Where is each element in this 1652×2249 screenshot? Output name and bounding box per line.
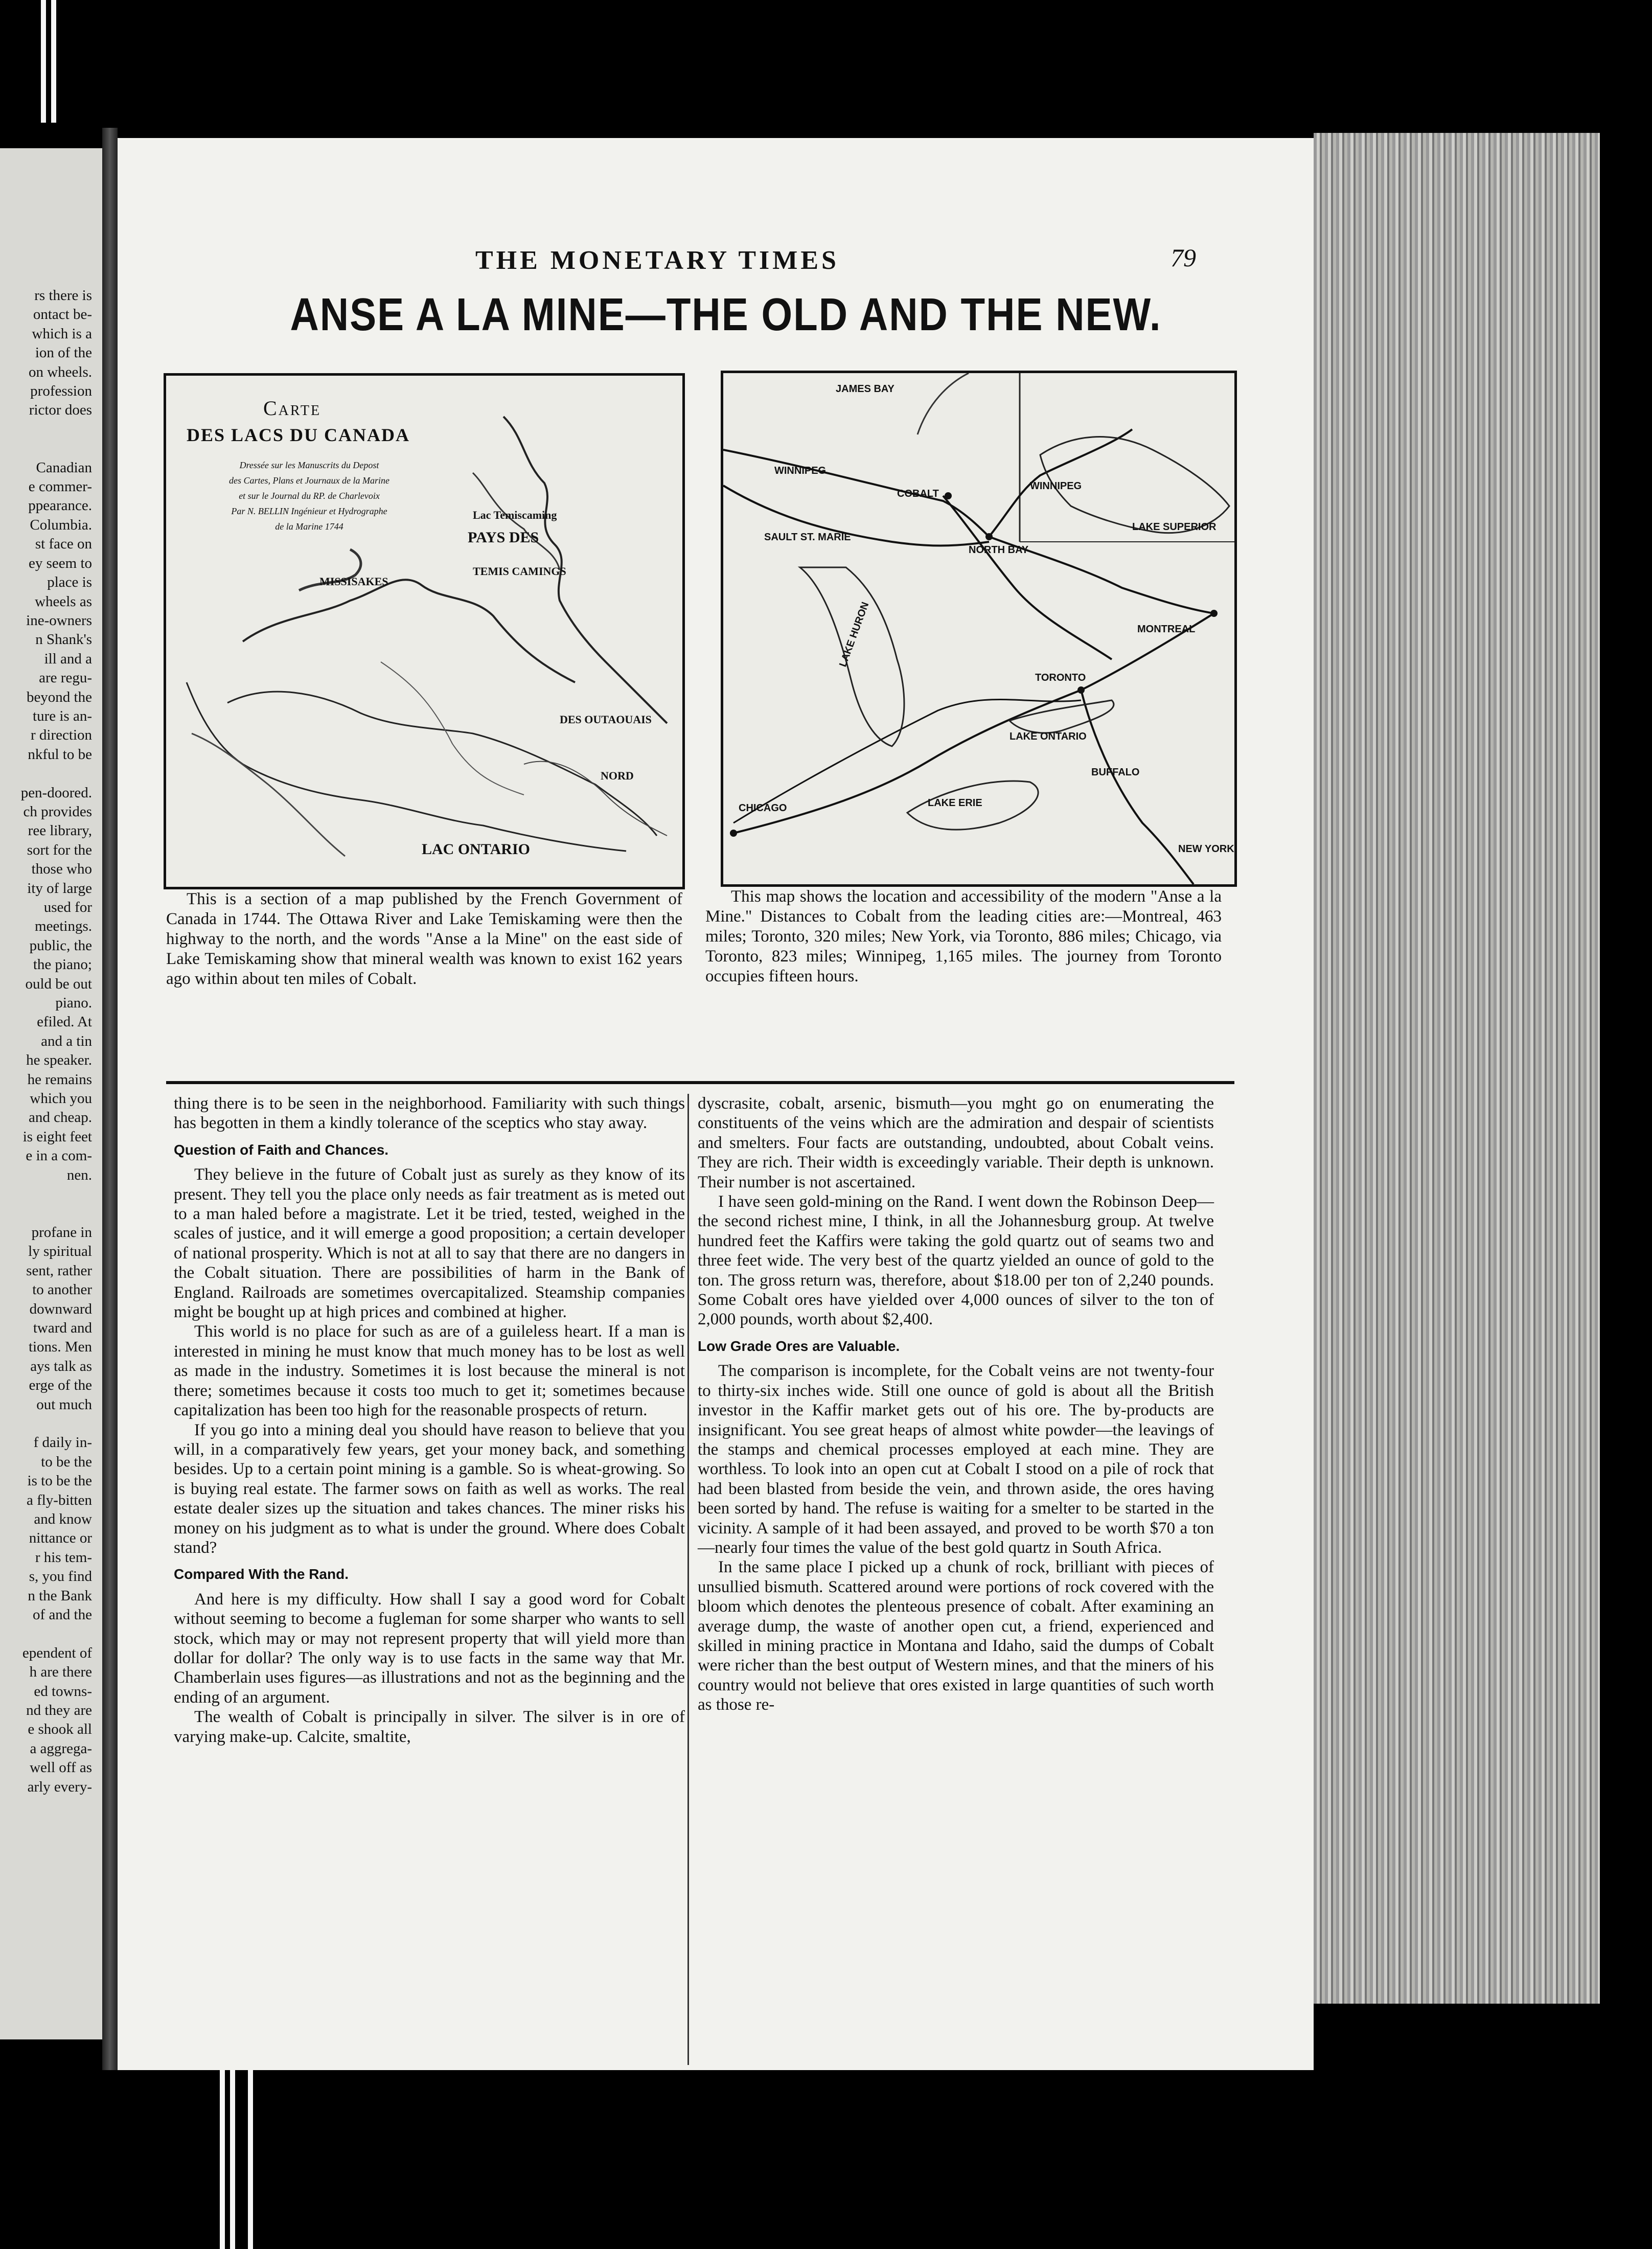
left-page-text-line: he speaker. xyxy=(26,1052,92,1069)
left-page-text-line: is eight feet xyxy=(22,1128,92,1145)
label-north-bay: NORTH BAY xyxy=(969,544,1029,556)
label-toronto: TORONTO xyxy=(1035,672,1086,683)
left-page-text-line: arly every- xyxy=(27,1778,92,1795)
left-page-text-line: nittance or xyxy=(29,1530,92,1547)
label-new-york: NEW YORK xyxy=(1178,843,1234,855)
left-page-text-line: ey seem to xyxy=(28,555,92,571)
label-pays-des: PAYS DES xyxy=(468,529,539,546)
modern-map-caption: This map shows the location and accessibility of the modern "Anse a la Mine." Distances to Cobalt from the leading cities are:—Montreal, 463 miles; Toronto, 320 miles; New York, via Toronto, 886 miles; Chicago, via Toronto, 823 miles; Winnipeg, 1,165 miles. The journey from Toronto occupies fifteen hours. xyxy=(705,887,1222,985)
label-nord: NORD xyxy=(601,769,634,782)
left-page-text-line: which is a xyxy=(32,325,92,342)
left-page-text-line: ity of large xyxy=(27,880,92,897)
left-page-text-line: ine-owners xyxy=(26,612,92,629)
left-page-text-line xyxy=(0,1414,92,1433)
label-sault-ste-marie: SAULT ST. MARIE xyxy=(764,532,851,543)
old-map-caption: This is a section of a map published by the French Government of Canada in 1744. The Ottawa River and Lake Temiskaming were then the highway to the north, and the words "Anse a la Mine" on the east side of Lake Temiskaming show that mineral wealth was known to exist 162 years ago within about ten miles of Cobalt. xyxy=(166,890,682,988)
film-mark xyxy=(230,2055,235,2249)
left-page-text-line: wheels as xyxy=(35,593,92,610)
left-page-text-line xyxy=(0,1624,92,1643)
old-map-subtitle: DES LACS DU CANADA xyxy=(187,425,410,445)
label-chicago: CHICAGO xyxy=(739,802,787,814)
left-page-text-line: beyond the xyxy=(26,689,92,705)
left-page-text-line: meetings. xyxy=(35,918,92,935)
label-lake-erie: LAKE ERIE xyxy=(928,797,982,809)
article-column-left xyxy=(174,1094,685,1747)
left-page-text-line: n Shank's xyxy=(35,631,92,648)
left-page-text-line: e shook all xyxy=(28,1721,92,1738)
paragraph: I have seen gold-mining on the Rand. I went down the Robinson Deep—the second richest mine, I think, in all the Johannesburg group. At twelve hundred feet the Kaffirs were taking the gold quartz out of seams two and three feet wide. The very best of the quartz yielded an ounce of gold to the ton. The gross return was, therefore, about $18.00 per ton of 2,240 pounds. Some Cobalt ores have yielded over 4,000 ounces of silver to the ton of 2,000 pounds, worth about $2,400. xyxy=(698,1192,1214,1329)
film-mark xyxy=(51,0,56,123)
left-page-text-line: the piano; xyxy=(33,956,92,973)
left-page-text-line: ture is an- xyxy=(33,707,92,724)
left-page-text-line: sent, rather xyxy=(26,1262,92,1279)
film-mark xyxy=(220,2055,225,2249)
left-page-text-line: a fly-bitten xyxy=(26,1491,92,1508)
left-page-text-line: of and the xyxy=(33,1607,92,1623)
left-page-text-line: Columbia. xyxy=(30,516,92,533)
left-page-text-line: and a tin xyxy=(41,1032,92,1049)
left-page-text-line: r his tem- xyxy=(35,1549,92,1566)
left-page-text-line: s, you find xyxy=(29,1568,92,1585)
book-gutter xyxy=(102,128,118,2070)
label-lake-superior: LAKE SUPERIOR xyxy=(1132,521,1217,533)
left-page-text-line xyxy=(0,420,92,439)
left-page-text-line: public, the xyxy=(29,937,92,954)
old-map-cartouche xyxy=(202,457,417,534)
cartouche-line: de la Marine 1744 xyxy=(275,521,343,532)
article-title: ANSE A LA MINE—THE OLD AND THE NEW. xyxy=(290,288,1162,340)
paragraph: And here is my difficulty. How shall I say a good word for Cobalt without seeming to become a fugleman for some sharper who wants to sell stock, which may or may not represent property that will yield more than dollar for dollar? The only way is to use facts in the same way that Mr. Chamberlain uses figures—as illustrations and not as the beginning and the ending of an argument. xyxy=(174,1590,685,1707)
left-page-text-line: profession xyxy=(30,383,92,400)
left-page-text-line: ontact be- xyxy=(33,306,92,323)
left-page-text-line: Canadian xyxy=(36,459,92,476)
paragraph: If you go into a mining deal you should have reason to believe that you will, in a comparatively few years, get your money back, and something besides. Up to a certain point mining is a gamble. So is wheat-growing. So is buying real estate. The farmer sows on faith as well as works. The real estate dealer sizes up the situation and takes chances. The miner risks his money on his judgment as to what is under the ground. Where does Cobalt stand? xyxy=(174,1420,685,1557)
cartouche-line: des Cartes, Plans et Journaux de la Marine xyxy=(229,475,389,486)
left-page-text-line: rs there is xyxy=(34,287,92,304)
subheading: Compared With the Rand. xyxy=(174,1566,349,1582)
old-map-drawing xyxy=(166,376,682,887)
label-winnipeg-west: WINNIPEG xyxy=(774,465,827,476)
left-page-text-line: place is xyxy=(47,574,92,591)
left-page-text-line: profane in xyxy=(31,1224,92,1241)
label-cobalt: COBALT xyxy=(897,488,939,499)
left-page-text-line: a aggrega- xyxy=(30,1740,92,1757)
left-page-text-line: ion of the xyxy=(35,345,92,361)
section-rule xyxy=(166,1081,1234,1084)
left-page-text-line: erge of the xyxy=(29,1377,92,1394)
cartouche-line: Par N. BELLIN Ingénieur et Hydrographe xyxy=(231,506,387,516)
left-page-text-line: and cheap. xyxy=(29,1109,92,1126)
left-page-text-line: f daily in- xyxy=(33,1434,92,1451)
paragraph: The comparison is incomplete, for the Cobalt veins are not twenty-four to thirty-six inches wide. Still one ounce of gold is about all the British investor in the Kaffir market gets out of his ore. The by-products are insignificant. You see great heaps of almost white powder—the leavings of the stamps and chemical processes employed at each mine. They are worthless. To look into an open cut at Cobalt I stood on a pile of rock that had been blasted from beside the vein, and thrown aside, the ores having been sorted by hand. The refuse is waiting for a smelter to be started in the vicinity. A sample of it had been assayed, and proved to be worth $70 a ton—nearly four times the value of the best gold quartz in South Africa. xyxy=(698,1362,1214,1557)
left-page-text-line: rictor does xyxy=(29,402,92,419)
book-page-edges xyxy=(1314,133,1600,2004)
left-page-text-line: nen. xyxy=(66,1166,92,1183)
cartouche-line: Dressée sur les Manuscrits du Depost xyxy=(239,460,379,470)
paragraph: dyscrasite, cobalt, arsenic, bismuth—you mght go on enumerating the constituents of the veins which are the admiration and despair of scientists and smelters. Four facts are outstanding, undoubted, about Cobalt veins. They are rich. Their width is exceedingly variable. Their depth is unknown. Their number is not ascertained. xyxy=(698,1094,1214,1191)
modern-route-map xyxy=(721,371,1237,887)
left-page-text-line: ependent of xyxy=(22,1644,92,1661)
left-page-text-line: tward and xyxy=(33,1319,92,1336)
left-page-text-line: ppearance. xyxy=(28,497,92,514)
film-mark xyxy=(41,0,46,123)
left-page-text-line: those who xyxy=(31,861,92,878)
left-page-text-line: ly spiritual xyxy=(28,1243,92,1260)
publication-header: THE MONETARY TIMES xyxy=(475,246,839,275)
left-page-text-line: are regu- xyxy=(39,670,92,686)
label-james-bay: JAMES BAY xyxy=(836,383,894,395)
label-missisakes: MISSISAKES xyxy=(319,575,388,588)
old-map-1744 xyxy=(164,373,685,889)
left-page-text-line: e in a com- xyxy=(26,1148,92,1164)
left-page-text-line: nkful to be xyxy=(28,746,92,763)
facing-left-page xyxy=(0,148,102,2039)
left-page-text-line: ays talk as xyxy=(30,1358,92,1374)
left-page-text-line: downward xyxy=(29,1300,92,1317)
paragraph: The wealth of Cobalt is principally in silver. The silver is in ore of varying make-up. Calcite, smaltite, xyxy=(174,1708,685,1746)
left-page-text-line: ree library, xyxy=(28,822,92,839)
label-lac-temiscaming: Lac Temiscaming xyxy=(473,509,557,521)
left-page-text-line xyxy=(0,1204,92,1223)
label-temiscamings: TEMIS CAMINGS xyxy=(473,565,566,578)
left-page-text-line: ch provides xyxy=(23,803,92,820)
column-divider xyxy=(687,1094,689,2065)
old-map-title: Carte xyxy=(263,397,322,420)
left-page-text-line: e commer- xyxy=(28,478,92,495)
left-page-text-line: piano. xyxy=(55,995,92,1012)
page-number: 79 xyxy=(1171,243,1196,272)
left-page-text-line: tions. Men xyxy=(28,1339,92,1356)
label-lake-ontario: LAKE ONTARIO xyxy=(1009,731,1087,742)
paragraph: They believe in the future of Cobalt just as surely as they know of its present. They tell you the place only needs as fair treatment as is meted out to a man haled before a magistrate. Let it be tried, tested, weighed in the scales of justice, and it will emerge a good proposition; a certain developer of national prosperity. Which is not at all to say that there are no dangers in the Cobalt situation. There are possibilities of harm in the Bank of England. Railroads are sometimes overcapitalized. Steamship companies might be bought up at high prices and combined at higher. xyxy=(174,1165,685,1322)
paragraph: thing there is to be seen in the neighborhood. Familiarity with such things has begotten in them a kindly tolerance of the sceptics who stay away. xyxy=(174,1094,685,1133)
newspaper-page xyxy=(118,138,1314,2070)
left-page-text-line: sort for the xyxy=(27,841,92,858)
left-page-text-line: he remains xyxy=(27,1071,92,1088)
left-page-text-line: nd they are xyxy=(26,1702,92,1719)
left-page-text-line: well off as xyxy=(30,1759,92,1776)
left-page-text-line: ould be out xyxy=(25,975,92,992)
left-page-text-line: out much xyxy=(36,1396,92,1413)
label-lake-huron: LAKE HURON xyxy=(837,600,871,669)
left-page-text-line xyxy=(0,764,92,783)
left-page-text-line: and know xyxy=(34,1511,92,1527)
left-page-text-line: to another xyxy=(32,1281,92,1298)
left-page-text-line: on wheels. xyxy=(28,363,92,380)
subheading: Low Grade Ores are Valuable. xyxy=(698,1338,900,1354)
article-column-right xyxy=(698,1094,1214,1715)
left-page-text-line: efiled. At xyxy=(37,1014,92,1030)
label-buffalo: BUFFALO xyxy=(1091,767,1140,778)
left-page-text-fragments xyxy=(0,286,95,1797)
left-page-text-line: is to be the xyxy=(27,1473,92,1489)
left-page-text-line xyxy=(0,1185,92,1204)
paragraph: In the same place I picked up a chunk of rock, brilliant with pieces of unsullied bismuth. Scattered around were portions of rock covered with the bloom which denotes the plenteous presence of cobalt. After examining an average dump, the waste of another open cut, a friend, experienced and skilled in mining practice in Montana and Idaho, said the dumps of Cobalt were richer than the best output of Western mines, and that the miners of his country would not believe that ores existed in large quantities of such worth as those re- xyxy=(698,1558,1214,1714)
label-lac-ontario: LAC ONTARIO xyxy=(422,841,530,858)
left-page-text-line: pen-doored. xyxy=(20,784,92,801)
left-page-text-line: n the Bank xyxy=(28,1587,92,1604)
left-page-text-line: st face on xyxy=(35,536,92,553)
subheading: Question of Faith and Chances. xyxy=(174,1141,389,1158)
left-page-text-line: used for xyxy=(43,899,92,915)
label-montreal: MONTREAL xyxy=(1137,624,1196,635)
label-des-outaouais: DES OUTAOUAIS xyxy=(560,713,652,726)
film-mark xyxy=(248,2055,253,2249)
paragraph: This world is no place for such as are of a guileless heart. If a man is interested in mining he must know that much money has to be lost as well as made in the industry. Sometimes it is lost because the mineral is not there; sometimes because it costs too much to get it; sometimes because capitalization has been too high for the reasonable prospects of return. xyxy=(174,1322,685,1420)
left-page-text-line xyxy=(0,439,92,458)
label-winnipeg-east: WINNIPEG xyxy=(1030,480,1082,492)
cartouche-line: et sur le Journal du RP. de Charlevoix xyxy=(239,491,380,501)
left-page-text-line: ed towns- xyxy=(34,1683,92,1700)
left-page-text-line: which you xyxy=(30,1090,92,1107)
left-page-text-line: h are there xyxy=(29,1664,92,1681)
left-page-text-line: to be the xyxy=(41,1453,92,1470)
left-page-text-line: r direction xyxy=(31,727,92,744)
left-page-text-line: ill and a xyxy=(44,650,92,667)
